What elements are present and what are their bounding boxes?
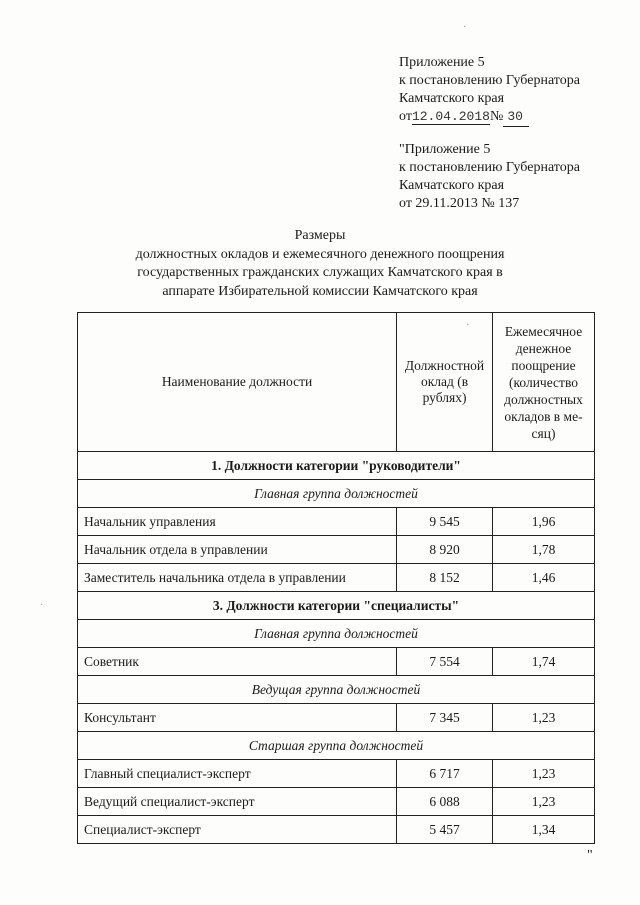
resolution-line: к постановлению Губернатора [399, 73, 580, 88]
table-row [78, 564, 595, 592]
salary-cell: 6 088 [397, 788, 493, 816]
section-title: 3. Должности категории "специалисты" [78, 592, 595, 620]
position-cell: Специалист-эксперт [78, 816, 397, 844]
position-cell: Главный специалист-эксперт [78, 760, 397, 788]
bonus-cell: 1,23 [493, 788, 595, 816]
salary-cell: 7 345 [397, 704, 493, 732]
appendix-line: Приложение 5 [399, 55, 485, 70]
group-row [78, 620, 595, 648]
bonus-cell: 1,23 [493, 760, 595, 788]
number-sign: № [489, 109, 504, 124]
title-line: аппарате Избирательной комиссии Камчатского края [162, 283, 478, 299]
position-cell: Начальник управления [78, 508, 397, 536]
group-row [78, 480, 595, 508]
salary-cell: 8 920 [397, 536, 493, 564]
column-header-bonus: Ежемесячное денежное поощрение (количество должностных окладов в ме-сяц) [493, 313, 595, 452]
section-row [78, 592, 595, 620]
scan-speck: · [466, 320, 470, 331]
appendix-header [399, 54, 580, 127]
table-row [78, 536, 595, 564]
bonus-cell: 1,78 [493, 536, 595, 564]
position-cell: Заместитель начальника отдела в управлении [78, 564, 397, 592]
salary-cell: 7 554 [397, 648, 493, 676]
table-row [78, 760, 595, 788]
bonus-cell: 1,74 [493, 648, 595, 676]
position-cell: Консультант [78, 704, 397, 732]
table-row [78, 816, 595, 844]
date-number-line [399, 108, 580, 127]
title-line: Размеры [294, 228, 346, 243]
group-row [78, 732, 595, 760]
table-row [78, 508, 595, 536]
position-cell: Начальник отдела в управлении [78, 536, 397, 564]
bonus-cell: 1,34 [493, 816, 595, 844]
section-row [78, 452, 595, 480]
previous-appendix-header [399, 141, 580, 213]
region-line: Камчатского края [399, 91, 505, 106]
document-title [0, 227, 640, 301]
bonus-cell: 1,23 [493, 704, 595, 732]
closing-quote: " [587, 848, 593, 863]
position-cell: Советник [78, 648, 397, 676]
group-title: Ведущая группа должностей [78, 676, 595, 704]
table-row [78, 704, 595, 732]
table-header-row [78, 313, 595, 452]
scan-speck: · [40, 600, 44, 611]
group-title: Старшая группа должностей [78, 732, 595, 760]
bonus-cell: 1,46 [493, 564, 595, 592]
previous-appendix-line: "Приложение 5 [399, 142, 491, 157]
previous-region-line: Камчатского края [399, 178, 505, 193]
section-title: 1. Должности категории "руководители" [78, 452, 595, 480]
title-line: должностных окладов и ежемесячного денежного поощрения [135, 246, 505, 262]
scan-speck: · [463, 22, 467, 33]
previous-date-line: от 29.11.2013 № 137 [399, 196, 520, 211]
group-title: Главная группа должностей [78, 480, 595, 508]
salary-cell: 6 717 [397, 760, 493, 788]
salary-cell: 8 152 [397, 564, 493, 592]
previous-resolution-line: к постановлению Губернатора [399, 160, 580, 175]
table-row [78, 788, 595, 816]
date-prefix: от [399, 109, 412, 124]
salary-cell: 9 545 [397, 508, 493, 536]
column-header-position: Наименование должности [78, 313, 397, 452]
position-cell: Ведущий специалист-эксперт [78, 788, 397, 816]
group-title: Главная группа должностей [78, 620, 595, 648]
table-row [78, 648, 595, 676]
salary-table [77, 312, 595, 844]
resolution-date-stamp: 12.04.2018 [411, 109, 490, 124]
salary-cell: 5 457 [397, 816, 493, 844]
column-header-salary: Должностной оклад (в рублях) [397, 313, 493, 452]
bonus-cell: 1,96 [493, 508, 595, 536]
resolution-number-stamp: 30 [503, 108, 529, 127]
title-line: государственных гражданских служащих Камчатского края в [137, 265, 503, 280]
group-row [78, 676, 595, 704]
